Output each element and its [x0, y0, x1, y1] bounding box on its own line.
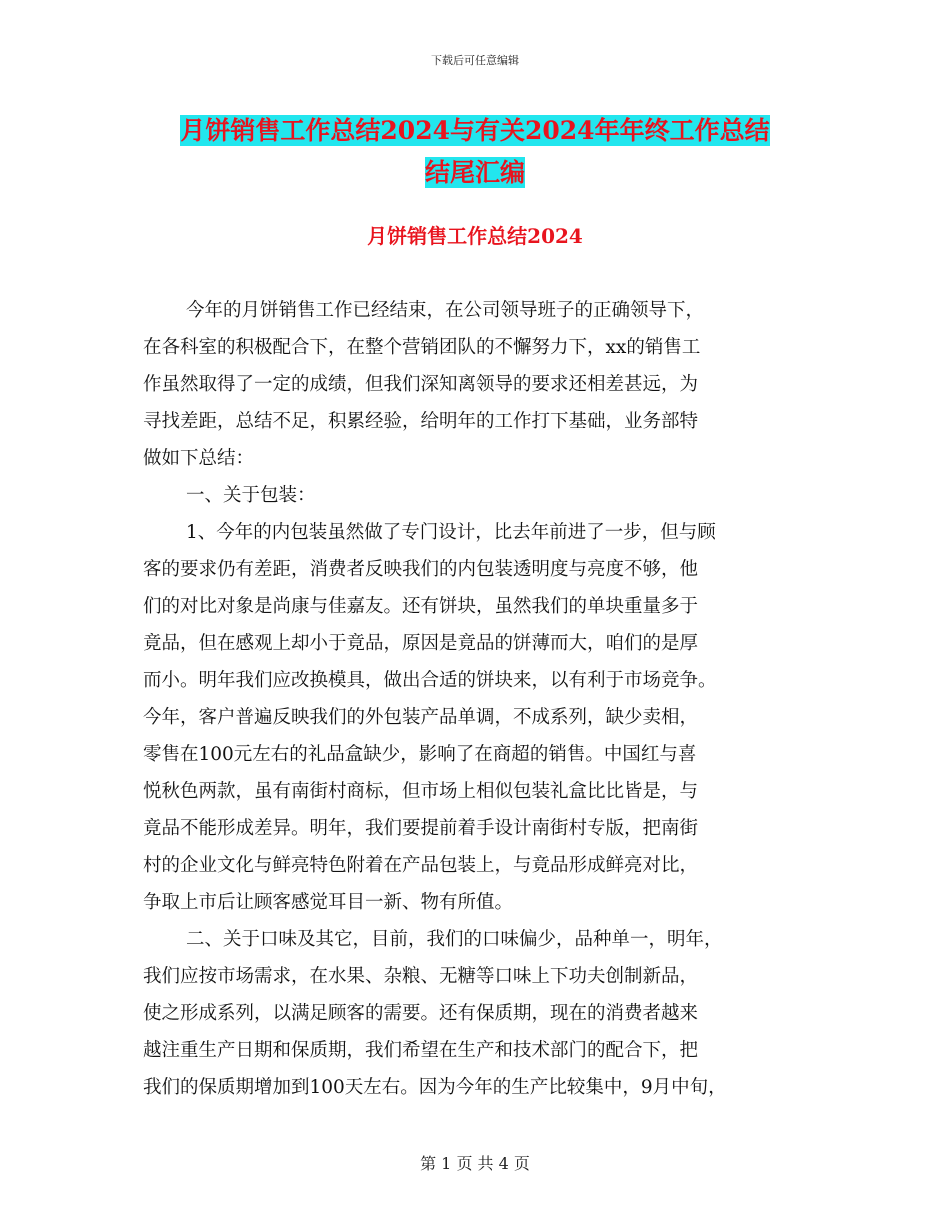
body-line: 村的企业文化与鲜亮特色附着在产品包装上，与竟品形成鲜亮对比， [143, 855, 699, 876]
body-line: 寻找差距，总结不足，积累经验，给明年的工作打下基础，业务部特 [143, 411, 699, 432]
body-line: 使之形成系列，以满足顾客的需要。还有保质期，现在的消费者越来 [143, 1003, 699, 1024]
body-line: 今年，客户普遍反映我们的外包装产品单调，不成系列，缺少卖相， [143, 707, 699, 728]
body-line: 们的对比对象是尚康与佳嘉友。还有饼块，虽然我们的单块重量多于 [143, 596, 699, 617]
body-line: 客的要求仍有差距，消费者反映我们的内包装透明度与亮度不够，他 [143, 559, 699, 580]
body-line: 一、关于包装： [186, 485, 316, 506]
body-line: 1、今年的内包装虽然做了专门设计，比去年前进了一步，但与顾 [186, 522, 716, 543]
body-line: 做如下总结： [143, 448, 255, 469]
body-line: 悦秋色两款，虽有南街村商标，但市场上相似包装礼盒比比皆是，与 [143, 781, 699, 802]
body-line: 我们应按市场需求，在水果、杂粮、无糖等口味上下功夫创制新品， [143, 966, 699, 987]
body-line: 竟品，但在感观上却小于竟品，原因是竟品的饼薄而大，咱们的是厚 [143, 633, 699, 654]
body-line: 竟品不能形成差异。明年，我们要提前着手设计南街村专版，把南街 [143, 818, 699, 839]
body-line: 今年的月饼销售工作已经结束，在公司领导班子的正确领导下， [186, 300, 705, 321]
body-line: 作虽然取得了一定的成绩，但我们深知离领导的要求还相差甚远，为 [143, 374, 699, 395]
section-title: 月饼销售工作总结2024 [367, 224, 583, 248]
body-line: 而小。明年我们应改换模具，做出合适的饼块来，以有利于市场竞争。 [143, 670, 717, 691]
body-line: 在各科室的积极配合下，在整个营销团队的不懈努力下，xx的销售工 [143, 337, 701, 358]
body-line: 争取上市后让顾客感觉耳目一新、物有所值。 [143, 892, 514, 913]
page-footer-number: 第 1 页 共 4 页 [420, 1154, 530, 1173]
document-title-line-2 [0, 152, 950, 194]
body-line: 零售在100元左右的礼品盒缺少，影响了在商超的销售。中国红与喜 [143, 744, 697, 765]
body-line: 二、关于口味及其它，目前，我们的口味偏少，品种单一，明年， [186, 929, 723, 950]
title-highlight-1: 月饼销售工作总结2024与有关2024年年终工作总结 [180, 116, 770, 145]
document-title-line-1 [0, 110, 950, 152]
page-header-note: 下载后可任意编辑 [431, 54, 519, 67]
title-highlight-2: 结尾汇编 [424, 158, 525, 187]
body-line: 越注重生产日期和保质期，我们希望在生产和技术部门的配合下，把 [143, 1040, 699, 1061]
document-title [0, 110, 950, 194]
body-line: 我们的保质期增加到100天左右。因为今年的生产比较集中，9月中旬， [143, 1077, 727, 1098]
